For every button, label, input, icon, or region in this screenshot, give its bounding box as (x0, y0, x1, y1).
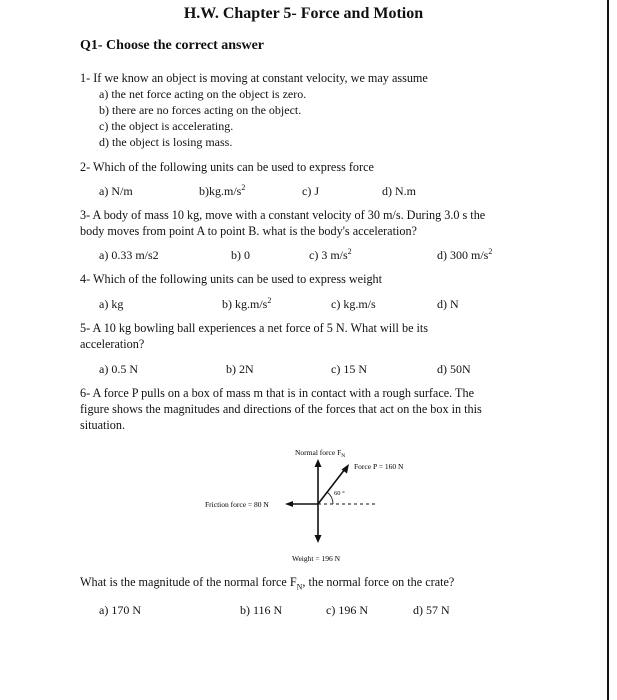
friction-force-label: Friction force = 80 N (205, 500, 269, 509)
question-5-option-d: d) 50N (437, 362, 471, 376)
question-5-option-b: b) 2N (226, 362, 254, 376)
question-6-option-b: b) 116 N (240, 603, 283, 617)
question-5-option-a: a) 0.5 N (99, 362, 138, 376)
question-6-line-3: situation. (80, 418, 126, 432)
question-5-line-1: 5- A 10 kg bowling ball experiences a net force of 5 N. What will be its (80, 321, 429, 335)
question-5-option-c: c) 15 N (331, 362, 367, 376)
question-1-option-c: c) the object is accelerating. (99, 119, 234, 133)
question-2-option-a: a) N/m (99, 184, 133, 198)
question-2-option-b: $b)kg.m/s^2$ (199, 183, 246, 198)
question-6-option-d: d) 57 N (413, 603, 450, 617)
question-5-line-2: acceleration? (80, 337, 145, 351)
free-body-diagram (195, 442, 445, 567)
question-3-option-d: d) 300 $m/s^2$ (437, 247, 493, 262)
weight-arrowhead (315, 535, 322, 543)
question-6-line-1: 6- A force P pulls on a box of mass m that is in contact with a rough surface. The (80, 386, 474, 400)
question-6-line-2: figure shows the magnitudes and directions of the forces that act on the box in this (80, 402, 482, 416)
question-1-option-d: d) the object is losing mass. (99, 135, 233, 149)
question-6-prompt: What is the magnitude of the normal force $F_N$, the normal force on the crate? (80, 575, 455, 592)
question-1-stem: 1- If we know an object is moving at constant velocity, we may assume (80, 71, 428, 85)
angle-label: 60 ° (334, 490, 345, 497)
question-3-option-a: a) 0.33 m/s2 (99, 248, 159, 262)
weight-label: Weight = 196 N (292, 554, 340, 563)
question-3-option-c: c) 3 $m/s^2$ (309, 247, 352, 262)
question-4-stem: 4- Which of the following units can be used to express weight (80, 272, 383, 286)
section-heading: Q1- Choose the correct answer (80, 38, 265, 53)
page-border (607, 0, 609, 700)
angle-arc (327, 492, 333, 504)
question-3-option-b: b) 0 (231, 248, 250, 262)
question-3-line-2: body moves from point A to point B. what is the body's acceleration? (80, 224, 417, 238)
question-2-stem: 2- Which of the following units can be used to express force (80, 160, 374, 174)
page-title: H.W. Chapter 5- Force and Motion (183, 5, 424, 22)
question-2-option-c: c) J (302, 184, 319, 198)
question-4-option-d: d) N (437, 297, 459, 311)
applied-force-arrow (318, 469, 345, 504)
friction-arrowhead (285, 501, 293, 507)
question-4-option-b: b) $kg.m/s^2$ (222, 296, 272, 311)
normal-force-arrowhead (315, 459, 322, 467)
question-3-line-1: 3- A body of mass 10 kg, move with a constant velocity of 30 m/s. During 3.0 s the (80, 208, 486, 222)
question-6-option-c: c) 196 N (326, 603, 368, 617)
question-2-option-d: d) N.m (382, 184, 416, 198)
question-4-option-a: a) kg (99, 297, 124, 311)
normal-force-label: Normal force $F_N$ (295, 448, 346, 459)
question-1-option-a: a) the net force acting on the object is zero. (99, 87, 307, 101)
question-1-option-b: b) there are no forces acting on the object. (99, 103, 302, 117)
question-6-option-a: a) 170 N (99, 603, 141, 617)
applied-force-label: Force P = 160 N (354, 462, 404, 471)
question-4-option-c: c) kg.m/s (331, 297, 376, 311)
